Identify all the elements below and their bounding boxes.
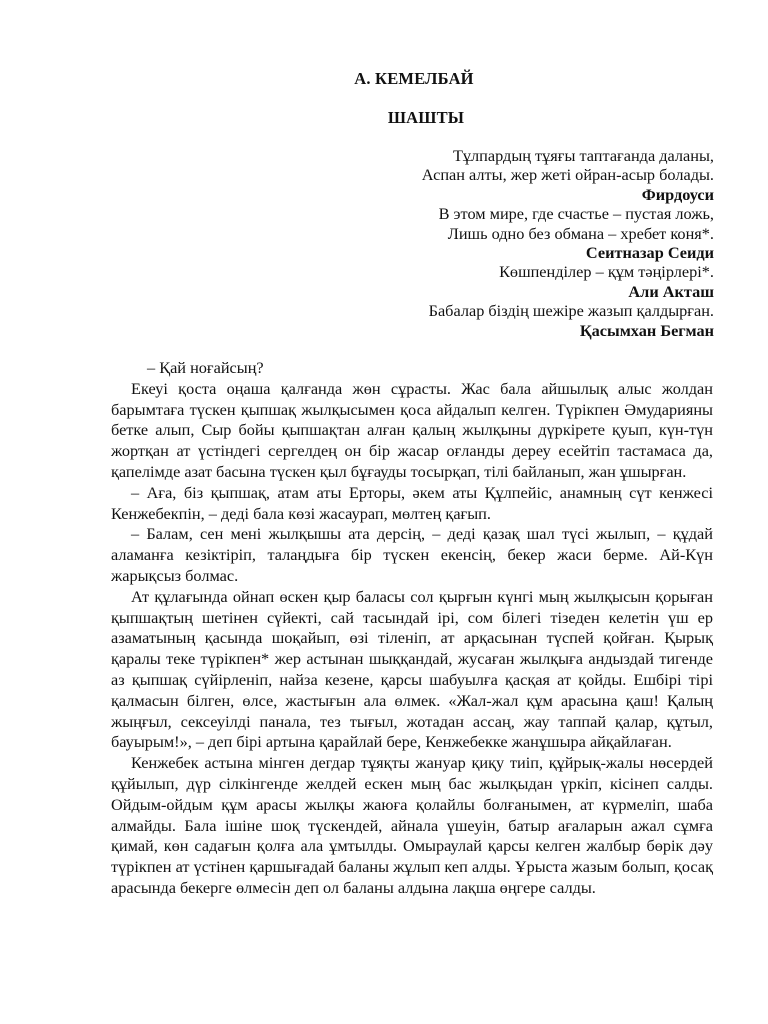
paragraph: – Балам, сен мені жылқышы ата дерсің, – деді қазақ шал түсі жылып, – құдай аламанға кезіктіріп, талаңдыға бір түскен екенсің, бекер жаси берме. Ай-Күн жарықсыз болмас. xyxy=(111,524,713,585)
epigraphs xyxy=(294,146,714,340)
paragraph: Ат құлағында ойнап өскен қыр баласы сол қырғын күнгі мың жылқысын қорыған қыпшақтың шетінен сүйекті, сай тасындай ірі, сом білегі тізеден келетін үш ер азаматының қасында шоқайып, өзі тіленіп, ат арқасынан түспей қойған. Қырық қаралы теке түрікпен* жер астынан шыққандай, жусаған жылқыға андыздай тигенде аз қыпшақ сүйірленіп, найза кезене, қарсы шабуылға қасқая ат қойды. Ешбірі тірі қалмасын білген, өлсе, жастығын ала өлмек. «Жал-жал құм арасына қаш! Қалың жыңғыл, сексеуілді панала, тез тығыл, жотадан ассаң, жау таппай қалар, құтыл, бауырым!», – деп бірі артына қарайлай бере, Кенжебекке жанұшыра айқайлаған. xyxy=(111,586,713,752)
paragraph: Кенжебек астына мінген дегдар тұяқты жануар қиқу тиіп, құйрық-жалы нөсердей құйылып, дүр сілкінгенде желдей ескен мың бас жылқыдан үркіп, кісінеп салды. Ойдым-ойдым құм арасы жылқы жаюға қолайлы болғанымен, ат күрмеліп, шаба алмайды. Бала ішіне шоқ түскендей, айнала үшеуін, батыр ағаларын ажал сұмға қимай, көн садағын қолға ала ұмтылды. Омыраулай қарсы келген жалбыр бөрік дәу түрікпен ат үстінен қаршығадай баланы жұлып кеп алды. Ұрыста жазым болып, қосақ арасында бекерге өлмесін деп ол баланы алдына лақша өңгере салды. xyxy=(111,753,713,897)
epigraph-line: В этом мире, где счастье – пустая ложь, xyxy=(438,204,714,224)
paragraph: Екеуі қоста оңаша қалғанда жөн сұрасты. Жас бала айшылық алыс жолдан барымтаға түскен қыпшақ жылқысымен қоса айдалып келген. Түрікпен Әмударияны бетке алып, Сыр бойы қыпшақтан алған қалың жылқыны дүркірете қуып, күн-түн жортқан ат үстіндегі сергелдең он бір жасар оғланды дереу есейтіп тастамаса да, қапелімде азат басына түскен қыл бұғауды тосырқап, тілі байланып, жан ұшырған. xyxy=(111,378,713,481)
epigraph-source: Сеитназар Сеиди xyxy=(585,243,714,263)
paragraph: – Қай ноғайсың? xyxy=(147,358,264,377)
epigraph-source: Қасымхан Бегман xyxy=(579,320,714,340)
author-name: А. КЕМЕЛБАЙ xyxy=(354,69,474,88)
epigraph-source: Али Акташ xyxy=(628,281,714,301)
story-body xyxy=(111,358,713,899)
epigraph-line: Тұлпардың тұяғы таптағанда даланы, xyxy=(452,146,714,165)
paragraph: – Аға, біз қыпшақ, атам аты Ерторы, әкем аты Құлпейіс, анамның сүт кенжесі Кенжебекпін, – деді бала көзі жасаурап, мөлтең қағып. xyxy=(111,482,713,523)
epigraph-line: Бабалар біздің шежіре жазып қалдырған. xyxy=(428,301,714,321)
epigraph-line: Аспан алты, жер жеті ойран-асыр болады. xyxy=(421,165,714,185)
epigraph-line: Лишь одно без обмана – хребет коня*. xyxy=(447,223,714,243)
story-title: ШАШТЫ xyxy=(387,108,465,127)
epigraph-source: Фирдоуси xyxy=(641,184,714,204)
epigraph-line: Көшпенділер – құм тәңірлері*. xyxy=(499,262,714,282)
